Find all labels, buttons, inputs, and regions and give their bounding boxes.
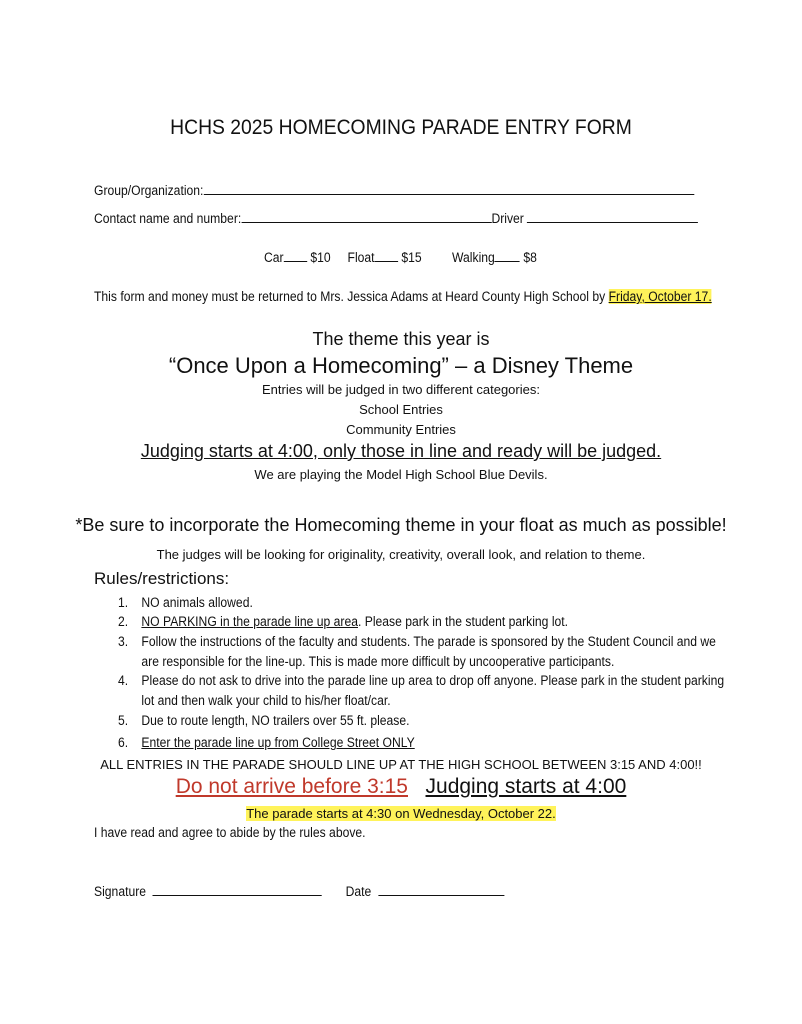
date-field[interactable] — [378, 883, 504, 896]
rules-heading: Rules/restrictions: — [94, 569, 230, 588]
return-text: This form and money must be returned to Mrs. Jessica Adams at Heard County High School by — [94, 289, 606, 304]
rule-number: 6. — [118, 735, 129, 750]
category-school: School Entries — [359, 402, 443, 417]
group-organization-field[interactable] — [203, 182, 693, 195]
entry-fees-row — [264, 249, 537, 265]
rule-text: Please do not ask to drive into the parade line up area to drop off anyone. Please park in the student parking — [141, 673, 725, 688]
rule-text-underlined: NO PARKING in the parade line up area — [141, 614, 358, 629]
incorporate-theme-note: *Be sure to incorporate the Homecoming theme in your float as much as possible! — [75, 515, 727, 535]
contact-row — [94, 210, 698, 226]
float-price: $15 — [401, 250, 422, 265]
theme-name: “Once Upon a Homecoming” – a Disney Theme — [168, 353, 634, 378]
signature-row — [94, 883, 504, 899]
opponent-notice: We are playing the Model High School Blue Devils. — [254, 467, 548, 482]
car-checkbox[interactable] — [284, 249, 307, 262]
rule-text: Enter the parade line up from College Street ONLY — [141, 735, 415, 750]
agree-statement: I have read and agree to abide by the rules above. — [94, 825, 366, 840]
theme-intro: The theme this year is — [312, 329, 490, 349]
arrive-warning: Do not arrive before 3:15 — [175, 775, 408, 798]
rule-number: 5. — [118, 713, 129, 728]
rule-text: . Please park in the student parking lot. — [357, 614, 569, 629]
rule-text: lot and then walk your child to his/her float/car. — [141, 693, 391, 708]
driver-label: Driver — [491, 211, 524, 226]
float-label: Float — [347, 250, 375, 265]
date-label: Date — [345, 884, 372, 899]
rule-number: 4. — [118, 673, 129, 688]
contact-field[interactable] — [241, 210, 491, 223]
group-organization-row — [94, 182, 694, 198]
float-checkbox[interactable] — [375, 249, 398, 262]
rule-text: Follow the instructions of the faculty and students. The parade is sponsored by the Student Council and we — [141, 634, 716, 649]
car-price: $10 — [310, 250, 331, 265]
rule-text: NO animals allowed. — [141, 595, 253, 610]
arrival-judging-row — [0, 775, 802, 799]
rule-number: 1. — [118, 595, 129, 610]
walking-label: Walking — [452, 250, 495, 265]
judges-criteria: The judges will be looking for originality, creativity, overall look, and relation to theme. — [156, 547, 646, 562]
return-date: Friday, October 17. — [608, 289, 712, 304]
signature-field[interactable] — [153, 883, 322, 896]
contact-label: Contact name and number: — [94, 211, 242, 226]
rule-text: are responsible for the line-up. This is made more difficult by uncooperative participants. — [141, 654, 615, 669]
car-label: Car — [264, 250, 284, 265]
judging-start: Judging starts at 4:00 — [425, 775, 627, 798]
judging-notice: Judging starts at 4:00, only those in line and ready will be judged. — [140, 441, 662, 461]
lineup-notice: ALL ENTRIES IN THE PARADE SHOULD LINE UP AT THE HIGH SCHOOL BETWEEN 3:15 AND 4:00!! — [100, 757, 702, 772]
signature-label: Signature — [94, 884, 147, 899]
parade-start: The parade starts at 4:30 on Wednesday, October 22. — [246, 806, 556, 821]
rule-number: 3. — [118, 634, 129, 649]
rule-text: Due to route length, NO trailers over 55 ft. please. — [141, 713, 410, 728]
judged-categories: Entries will be judged in two different categories: — [262, 382, 540, 397]
form-title: HCHS 2025 HOMECOMING PARADE ENTRY FORM — [170, 116, 632, 139]
category-community: Community Entries — [346, 422, 456, 437]
walking-checkbox[interactable] — [495, 249, 520, 262]
parade-start-row — [0, 806, 802, 821]
return-notice — [94, 289, 712, 304]
rule-number: 2. — [118, 614, 129, 629]
walking-price: $8 — [523, 250, 537, 265]
driver-field[interactable] — [527, 210, 698, 223]
group-organization-label: Group/Organization: — [94, 183, 204, 198]
